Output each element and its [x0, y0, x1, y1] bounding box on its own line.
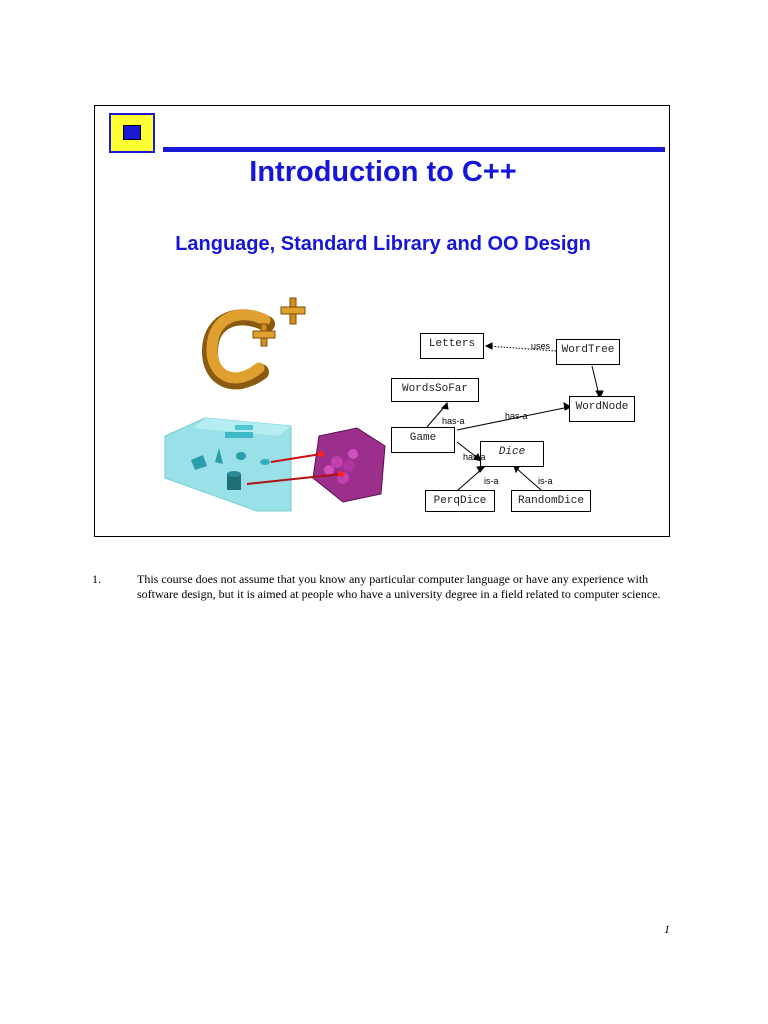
- slide-frame: [94, 105, 670, 537]
- uml-class-game: Game: [391, 427, 455, 453]
- rel-label-has-a-dice: has-a: [463, 452, 486, 462]
- slide-title: Introduction to C++: [249, 156, 517, 188]
- purple-cube-graphic: [313, 428, 385, 502]
- uml-class-wordnode: WordNode: [569, 396, 635, 422]
- page-number: 1: [664, 922, 670, 936]
- note-number: 1.: [92, 572, 101, 586]
- cpp-logo-graphic: [210, 298, 305, 381]
- cyan-cube-graphic: [165, 418, 291, 511]
- uml-class-wordssofar: WordsSoFar: [391, 378, 479, 402]
- rel-label-uses: uses: [531, 341, 551, 351]
- uml-class-dice: Dice: [480, 441, 544, 467]
- uml-class-wordtree: WordTree: [556, 339, 620, 365]
- uml-class-perqdice: PerqDice: [425, 490, 495, 512]
- rel-label-has-a-words: has-a: [442, 416, 465, 426]
- rel-label-is-a-perq: is-a: [484, 476, 499, 486]
- note-text: This course does not assume that you know any particular computer language or have any experience with software design, but it is aimed at people who have a university degree in a field related to computer science.: [137, 572, 661, 601]
- uml-class-letters: Letters: [420, 333, 484, 359]
- rel-label-has-a-wordnode: has-a: [505, 411, 528, 421]
- rel-label-is-a-random: is-a: [538, 476, 553, 486]
- uml-class-randomdice: RandomDice: [511, 490, 591, 512]
- slide-subtitle: Language, Standard Library and OO Design: [175, 233, 591, 255]
- slide-illustration: [95, 106, 671, 538]
